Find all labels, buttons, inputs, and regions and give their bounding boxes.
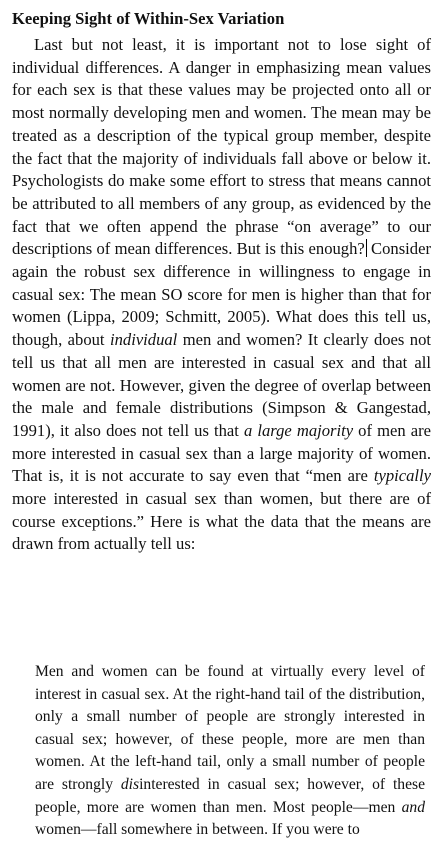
quote-text: women—fall somewhere in between. If you were to [35, 821, 360, 839]
paragraph-text: Consider again the robust sex difference in willingness to engage in casual sex: The mean SO score for men is higher than that for women (Lippa, 2009; Schmitt, 2005). What does this tell us, though, about [12, 239, 431, 350]
paragraph-text: men and women? It clearly does not tell us that all men are interested in casual sex and that all women are not. However, given the degree of overlap between the male and female distributions (Simpson & Gangestad, 1991), it also does not tell us that [12, 330, 432, 440]
emphasis-text: individual [110, 330, 178, 350]
emphasis-text: and [401, 798, 425, 816]
emphasis-text: typically [373, 466, 431, 486]
quote-text: interested in casual sex; however, of these people, more are women than men. Most people—men [35, 775, 425, 816]
emphasis-text: a large majority [243, 420, 354, 440]
block-quote [35, 661, 425, 842]
section-heading: Keeping Sight of Within-Sex Variation [12, 9, 285, 28]
body-paragraph [12, 34, 431, 556]
emphasis-text: dis [120, 775, 140, 793]
paragraph-text: more interested in casual sex than women, but there are of course exceptions.” Here is what the data that the means are drawn from actually tell us: [12, 489, 431, 554]
paragraph-text: Last but not least, it is important not to lose sight of individual differences. A danger in emphasizing mean values for each sex is that these values may be projected onto all or most normally developing men and women. The mean may be treated as a description of the typical group member, despite the fact that the majority of individuals fall above or below it. Psychologists do make some effort to stress that means cannot be attributed to all members of any group, as evidenced by the fact that we often append the phrase “on average” to our descriptions of mean differences. But is this enough? [12, 35, 431, 259]
paragraph-text: of men are more interested in casual sex than a large majority of women. That is, it is not accurate to say even that “men are [12, 420, 431, 486]
page [12, 8, 431, 556]
quote-text: Men and women can be found at virtually every level of interest in casual sex. At the right-hand tail of the distribution, only a small number of people are strongly interested in casual sex; however, of these people, more are men than women. At the left-hand tail, only a small number of people are strongly [35, 663, 425, 793]
